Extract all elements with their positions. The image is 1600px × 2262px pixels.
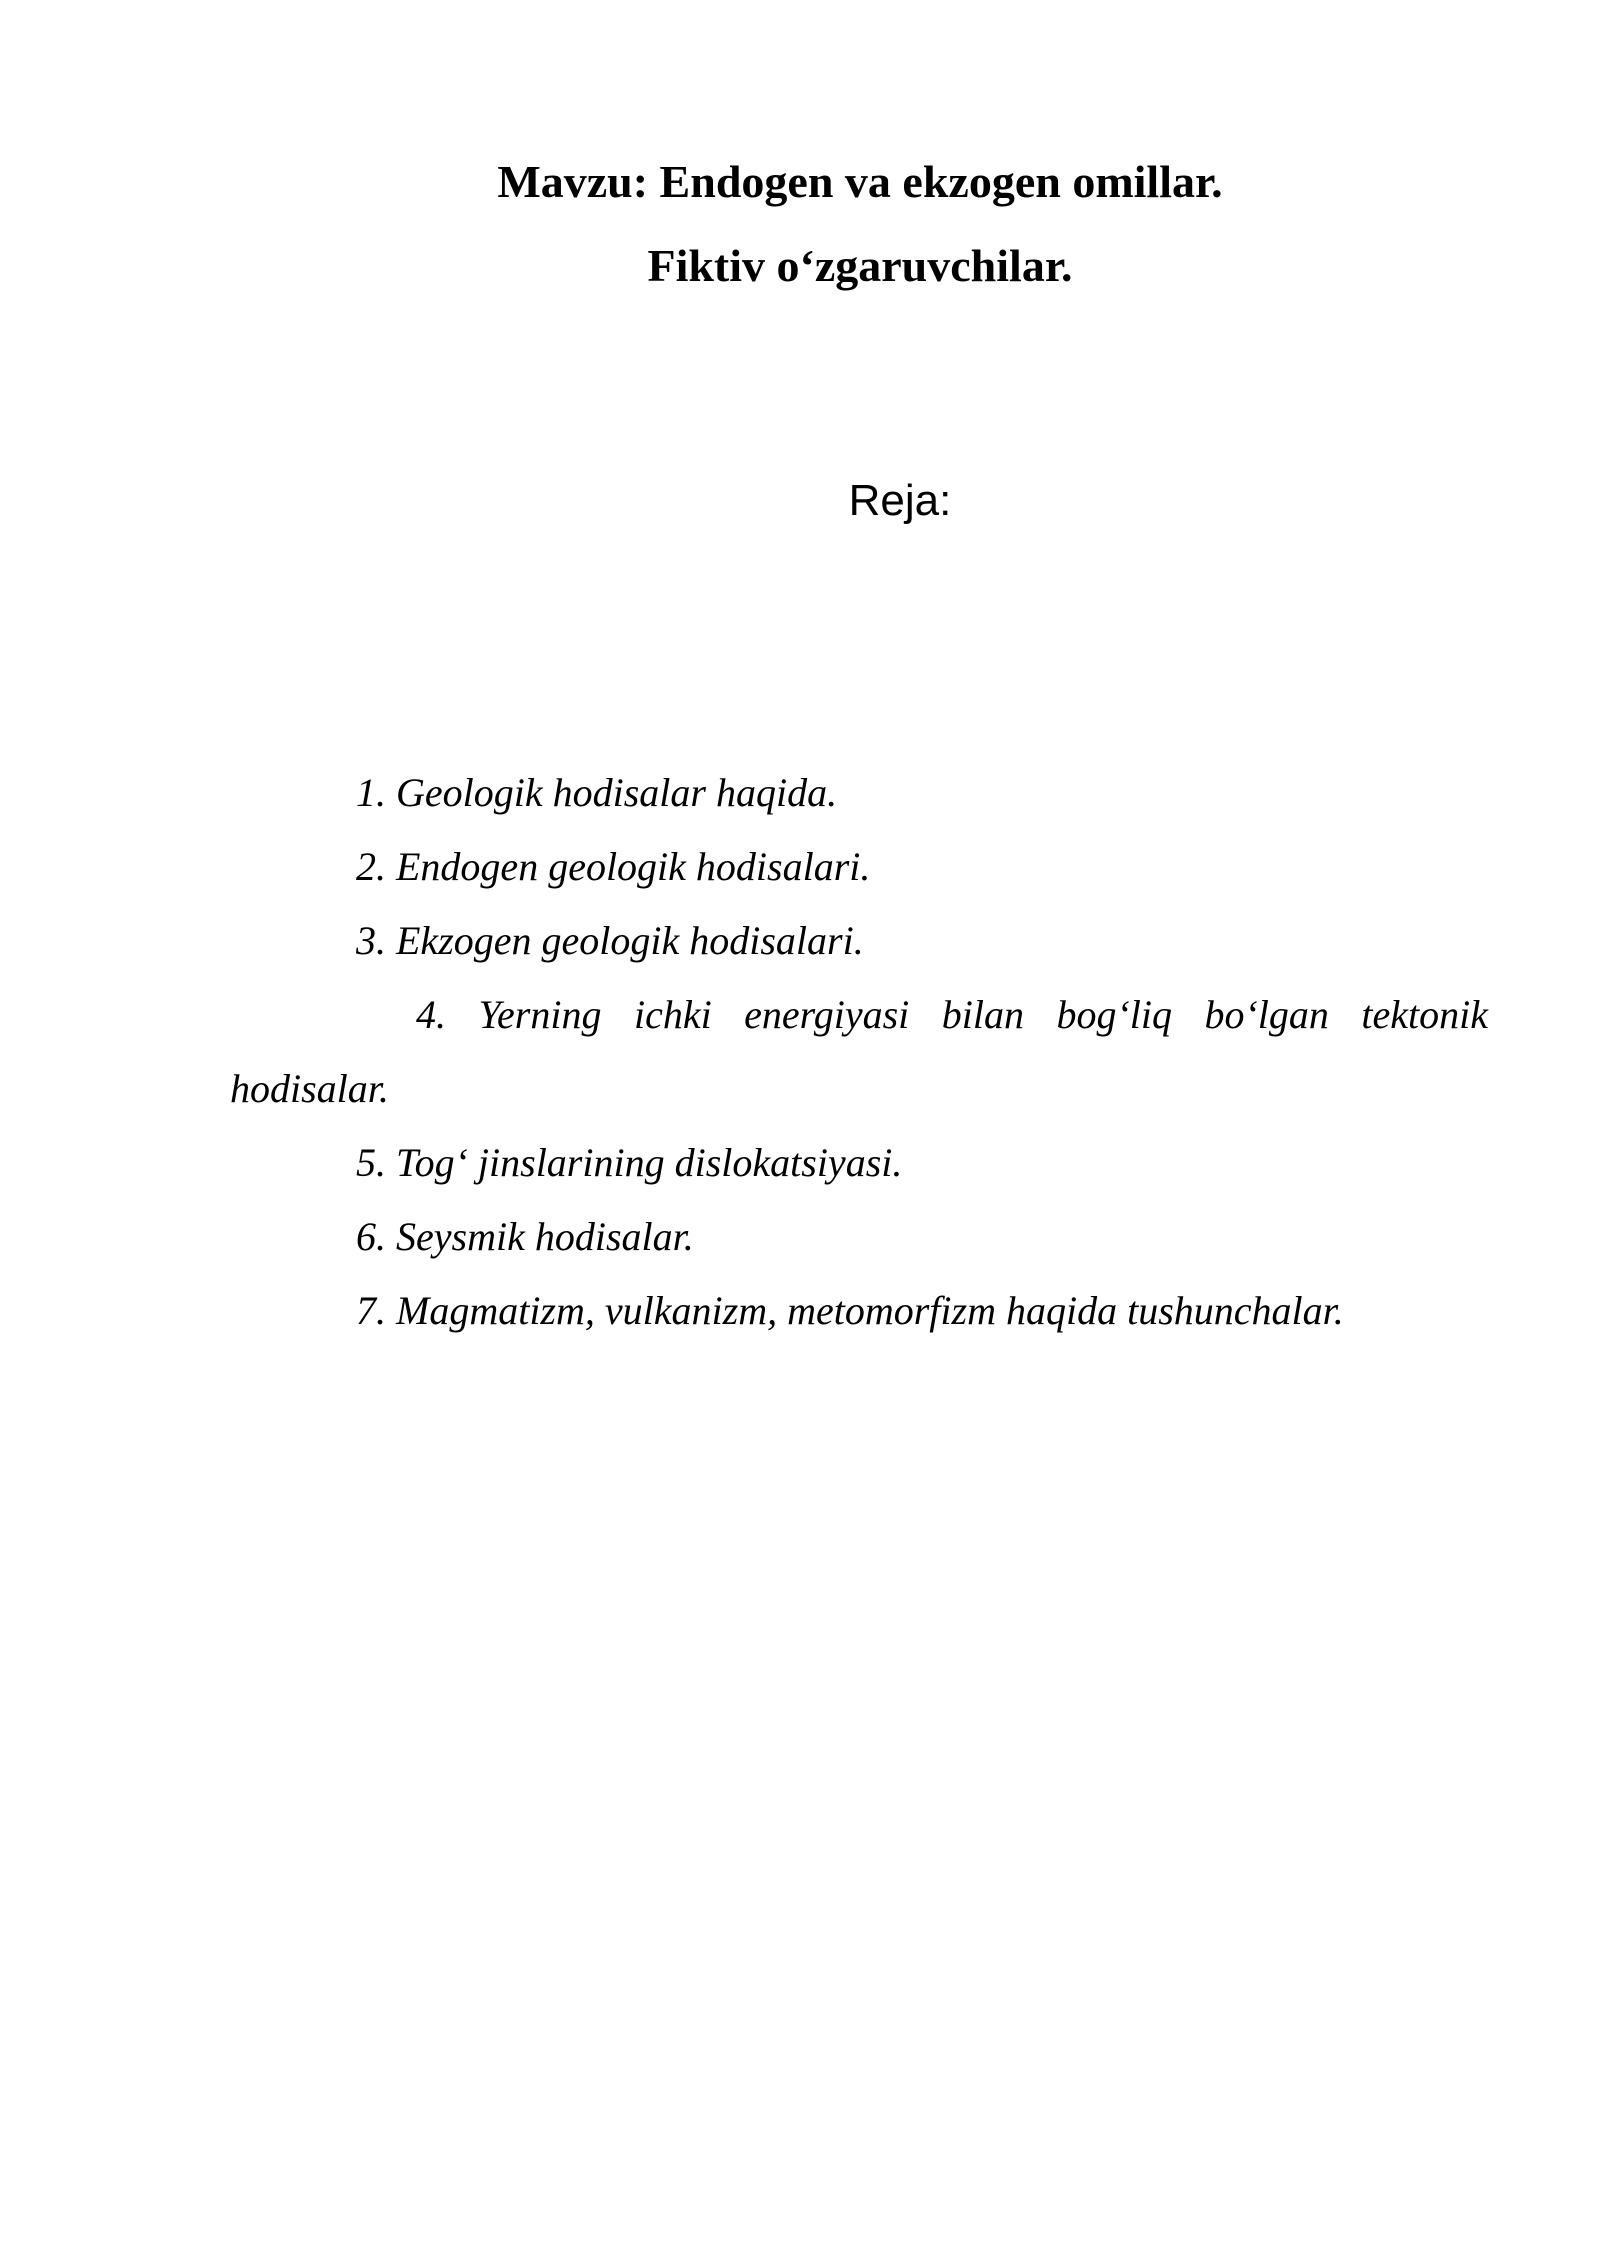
plan-list [230, 756, 1488, 1348]
plan-item-3: 3. Ekzogen geologik hodisalari. [356, 918, 864, 963]
plan-item-4 [230, 978, 1488, 1126]
plan-item-2: 2. Endogen geologik hodisalari. [356, 844, 871, 889]
document-title: Mavzu: Endogen va ekzogen omillar. [497, 156, 1223, 207]
plan-item-4-line-2: hodisalar. [230, 1066, 389, 1111]
plan-heading: Reja: [848, 476, 952, 525]
plan-item-7: 7. Magmatizm, vulkanizm, metomorfizm haqida tushunchalar. [356, 1288, 1344, 1333]
plan-item-6: 6. Seysmik hodisalar. [356, 1214, 694, 1259]
document-subtitle: Fiktiv o‘zgaruvchilar. [647, 240, 1073, 291]
plan-item-5: 5. Tog‘ jinslarining dislokatsiyasi. [356, 1140, 903, 1185]
plan-item-1: 1. Geologik hodisalar haqida. [356, 770, 838, 815]
plan-item-4-line-1: 4. Yerning ichki energiyasi bilan bog‘liq bo‘lgan tektonik [416, 992, 1488, 1037]
